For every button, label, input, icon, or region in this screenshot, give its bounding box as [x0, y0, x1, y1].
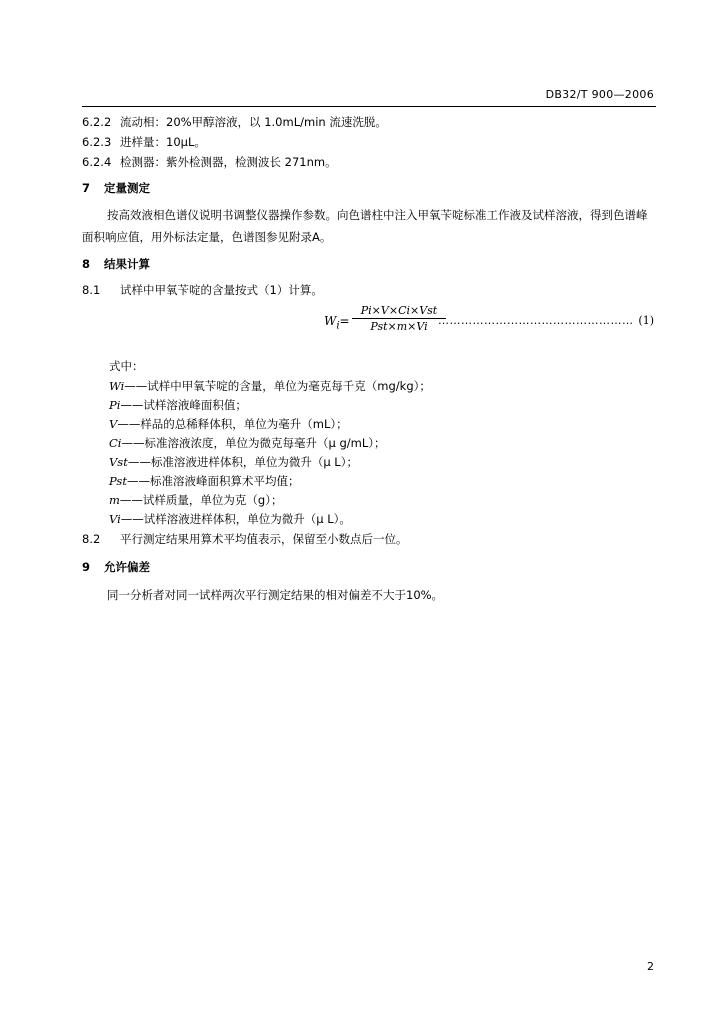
- header-rule: [82, 106, 656, 107]
- clause-text: 平行测定结果用算术平均值表示，保留至小数点后一位。: [120, 532, 408, 546]
- clause-8-1: [82, 282, 323, 298]
- definition-symbol: Vi: [109, 512, 121, 526]
- section-9-paragraph: 同一分析者对同一试样两次平行测定结果的相对偏差不大于10%。: [107, 588, 444, 602]
- definition-symbol: Pi: [109, 398, 121, 412]
- definition-text: ——标准溶液进样体积，单位为微升（μ L）；: [127, 455, 358, 469]
- section-9-heading: [82, 559, 150, 575]
- where-label: 式中：: [109, 359, 144, 373]
- section-7-paragraph: 按高效液相色谱仪说明书调整仪器操作参数。向色谱柱中注入甲氧苄啶标准工作液及试样溶液，得到色谱峰面积响应值，用外标法定量，色谱图参见附录A。: [82, 208, 648, 244]
- definition-item: [109, 454, 358, 470]
- section-title: 允许偏差: [104, 560, 150, 574]
- section-title: 定量测定: [104, 181, 150, 195]
- section-number: 8: [82, 257, 91, 271]
- clause-6-2-2: [82, 114, 387, 130]
- clause-6-2-3: [82, 134, 206, 150]
- clause-number: 8.2: [82, 532, 101, 546]
- clause-text: 进样量：10μL。: [120, 135, 206, 149]
- definition-symbol: V: [109, 417, 118, 431]
- definition-symbol: Pst: [109, 474, 127, 488]
- definition-text: ——试样中甲氧苄啶的含量，单位为毫克每千克（mg/kg）；: [124, 379, 431, 393]
- section-number: 7: [82, 181, 91, 195]
- section-title: 结果计算: [104, 257, 150, 271]
- standard-code-header: DB32/T 900—2006: [545, 88, 654, 101]
- definition-text: ——标准溶液浓度，单位为微克每毫升（μ g/mL）；: [121, 436, 386, 450]
- equation-number: (1): [638, 314, 654, 327]
- clause-number: 6.2.2: [82, 115, 112, 129]
- formula-leader-dots: ……………………………………………: [438, 314, 634, 327]
- definition-symbol: Ci: [109, 436, 122, 450]
- definition-symbol: Vst: [109, 455, 128, 469]
- clause-number: 6.2.3: [82, 135, 112, 149]
- page-number: 2: [647, 960, 654, 973]
- definition-item: [109, 378, 431, 394]
- definition-item: [109, 492, 282, 508]
- definition-text: ——标准溶液峰面积算术平均值；: [126, 474, 300, 488]
- clause-text: 试样中甲氧苄啶的含量按式（1）计算。: [120, 283, 323, 297]
- clause-number: 6.2.4: [82, 155, 112, 169]
- definition-item: [109, 416, 348, 432]
- clause-8-2: [82, 531, 408, 547]
- clause-number: 8.1: [82, 283, 101, 297]
- section-8-heading: [82, 256, 150, 272]
- clause-text: 检测器：紫外检测器，检测波长 271nm。: [120, 155, 337, 169]
- section-7-heading: [82, 180, 150, 196]
- formula-1: [318, 302, 658, 342]
- formula-lhs: $W_i=$: [324, 314, 350, 332]
- formula-denominator: Pst×m×Vi: [370, 320, 428, 333]
- definition-item: [109, 435, 386, 451]
- definition-item: [109, 511, 351, 527]
- definition-text: ——试样溶液峰面积值；: [120, 398, 247, 412]
- definition-text: ——试样质量，单位为克（g）；: [119, 493, 283, 507]
- clause-text: 流动相：20%甲醇溶液，以 1.0mL/min 流速洗脱。: [120, 115, 387, 129]
- clause-6-2-4: [82, 154, 337, 170]
- definition-symbol: Wi: [109, 379, 125, 393]
- definition-text: ——试样溶液进样体积，单位为微升（μ L）。: [120, 512, 351, 526]
- definition-item: [109, 397, 247, 413]
- formula-fraction: [352, 304, 446, 333]
- definition-symbol: m: [109, 493, 120, 507]
- definition-item: [109, 473, 299, 489]
- formula-numerator: Pi×V×Ci×Vst: [352, 304, 446, 319]
- definition-text: ——样品的总稀释体积，单位为毫升（mL）；: [117, 417, 348, 431]
- section-number: 9: [82, 560, 91, 574]
